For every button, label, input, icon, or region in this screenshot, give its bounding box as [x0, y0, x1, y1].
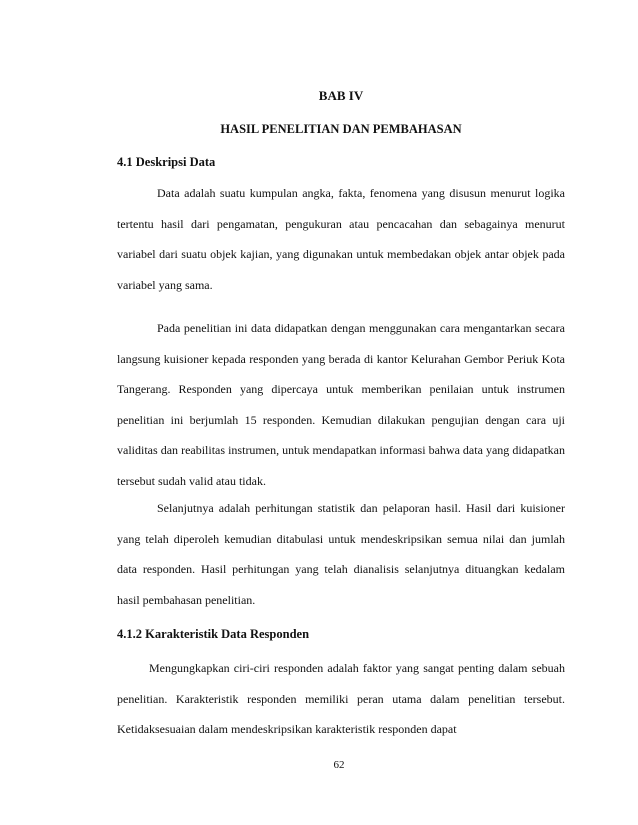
chapter-number: BAB IV: [318, 88, 364, 103]
paragraph-data-definition: Data adalah suatu kumpulan angka, fakta, fenomena yang disusun menurut logika tertentu hasil dari pengamatan, pengukuran atau pencacahan dan sebagainya menurut variabel dari suatu objek kajian, yang digunakan untuk membedakan objek antar objek pada variabel yang sama.: [117, 186, 565, 292]
paragraph-data-analysis: Selanjutnya adalah perhitungan statistik dan pelaporan hasil. Hasil dari kuisioner yang telah diperoleh kemudian ditabulasi untuk mendeskripsikan semua nilai dan jumlah data responden. Hasil perhitungan yang telah dianalisis selanjutnya dituangkan kedalam hasil pembahasan penelitian.: [117, 501, 565, 607]
chapter-title: HASIL PENELITIAN DAN PEMBAHASAN: [220, 122, 462, 136]
section-heading-4-1-2: 4.1.2 Karakteristik Data Responden: [117, 627, 310, 641]
paragraph-respondent-characteristics: Mengungkapkan ciri-ciri responden adalah faktor yang sangat penting dalam sebuah penelitian. Karakteristik responden memiliki peran utama dalam penelitian tersebut. Ketidaksesuaian dalam mendeskripsikan karakteristik responden dapat: [117, 661, 565, 736]
section-heading-4-1: 4.1 Deskripsi Data: [117, 155, 216, 169]
paragraph-data-collection: Pada penelitian ini data didapatkan dengan menggunakan cara mengantarkan secara langsung kuisioner kepada responden yang berada di kantor Kelurahan Gembor Periuk Kota Tangerang. Responden yang dipercaya untuk memberikan penilaian untuk instrumen penelitian ini berjumlah 15 responden. Kemudian dilakukan pengujian dengan cara uji validitas dan reabilitas instrumen, untuk mendapatkan informasi bahwa data yang didapatkan tersebut sudah valid atau tidak.: [117, 321, 565, 488]
page-number: 62: [333, 759, 345, 771]
